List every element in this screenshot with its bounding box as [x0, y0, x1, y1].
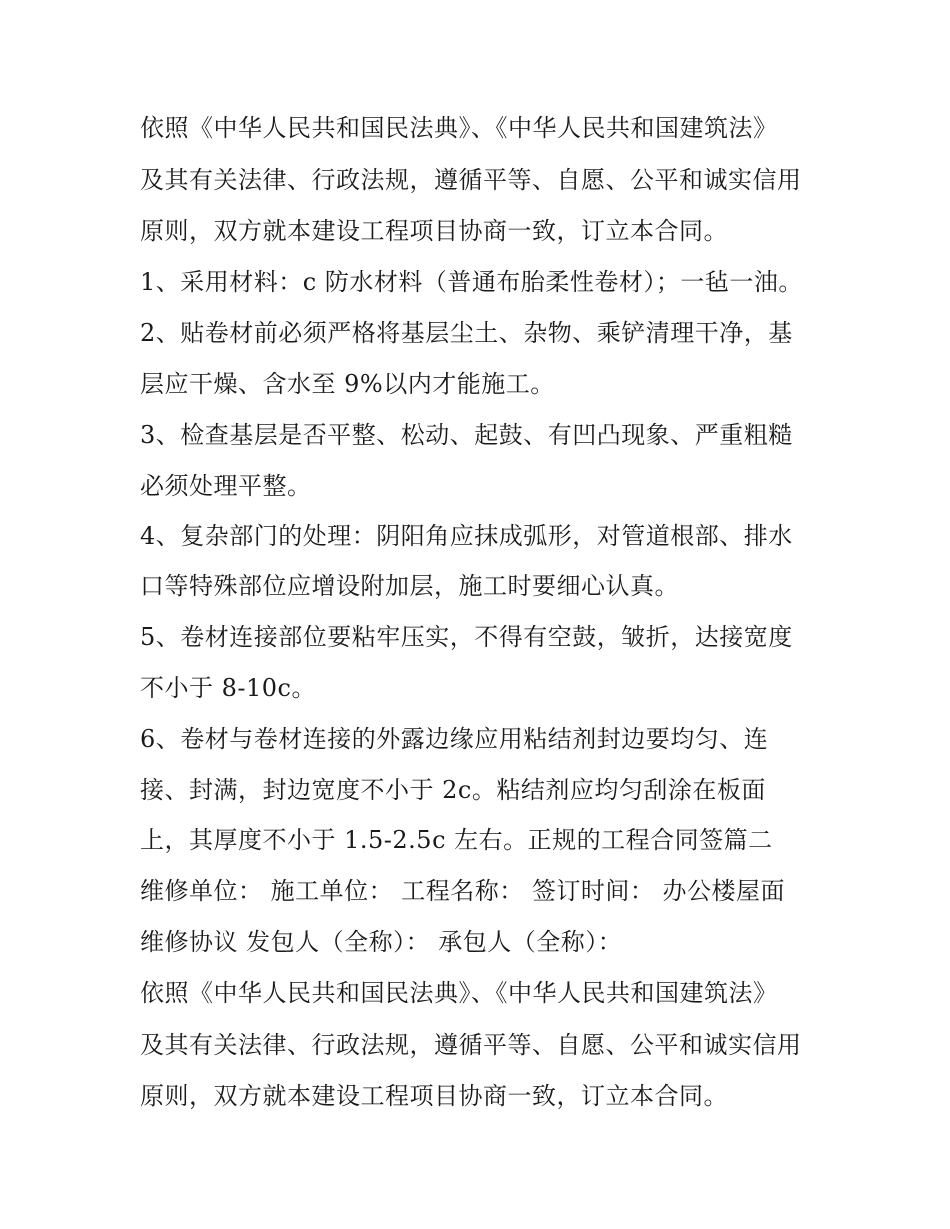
text-line: 1、采用材料：c 防水材料（普通布胎柔性卷材）；一毡一油。: [140, 268, 803, 296]
text-line: 5、卷材连接部位要粘牢压实，不得有空鼓，皱折，达接宽度: [140, 623, 793, 651]
text-line: 及其有关法律、行政法规，遵循平等、自愿、公平和诚实信用: [140, 1031, 802, 1059]
text-line: 维修单位： 施工单位： 工程名称： 签订时间： 办公楼屋面: [140, 877, 786, 905]
text-line: 3、检查基层是否平整、松动、起鼓、有凹凸现象、严重粗糙: [140, 421, 793, 449]
text-line: 接、封满，封边宽度不小于 2c。粘结剂应均匀刮涂在板面: [140, 776, 766, 804]
text-line: 及其有关法律、行政法规，遵循平等、自愿、公平和诚实信用: [140, 166, 802, 194]
text-line: 不小于 8-10c。: [140, 674, 316, 702]
text-line: 原则，双方就本建设工程项目协商一致，订立本合同。: [140, 1082, 728, 1110]
text-line: 2、贴卷材前必须严格将基层尘土、杂物、乘铲清理干净，基: [140, 319, 793, 347]
text-line: 维修协议 发包人（全称）： 承包人（全称）：: [140, 928, 623, 956]
text-line: 依照《中华人民共和国民法典》、《中华人民共和国建筑法》: [140, 114, 778, 142]
text-line: 4、复杂部门的处理：阴阳角应抹成弧形，对管道根部、排水: [140, 522, 793, 550]
text-line: 必须处理平整。: [140, 472, 312, 500]
text-line: 口等特殊部位应增设附加层，施工时要细心认真。: [140, 572, 679, 600]
text-line: 原则，双方就本建设工程项目协商一致，订立本合同。: [140, 217, 728, 245]
text-line: 依照《中华人民共和国民法典》、《中华人民共和国建筑法》: [140, 979, 778, 1007]
text-line: 上，其厚度不小于 1.5-2.5c 左右。正规的工程合同签篇二: [140, 826, 773, 854]
text-line: 6、卷材与卷材连接的外露边缘应用粘结剂封边要均匀、连: [140, 725, 769, 753]
text-line: 层应干燥、含水至 9%以内才能施工。: [140, 370, 555, 398]
